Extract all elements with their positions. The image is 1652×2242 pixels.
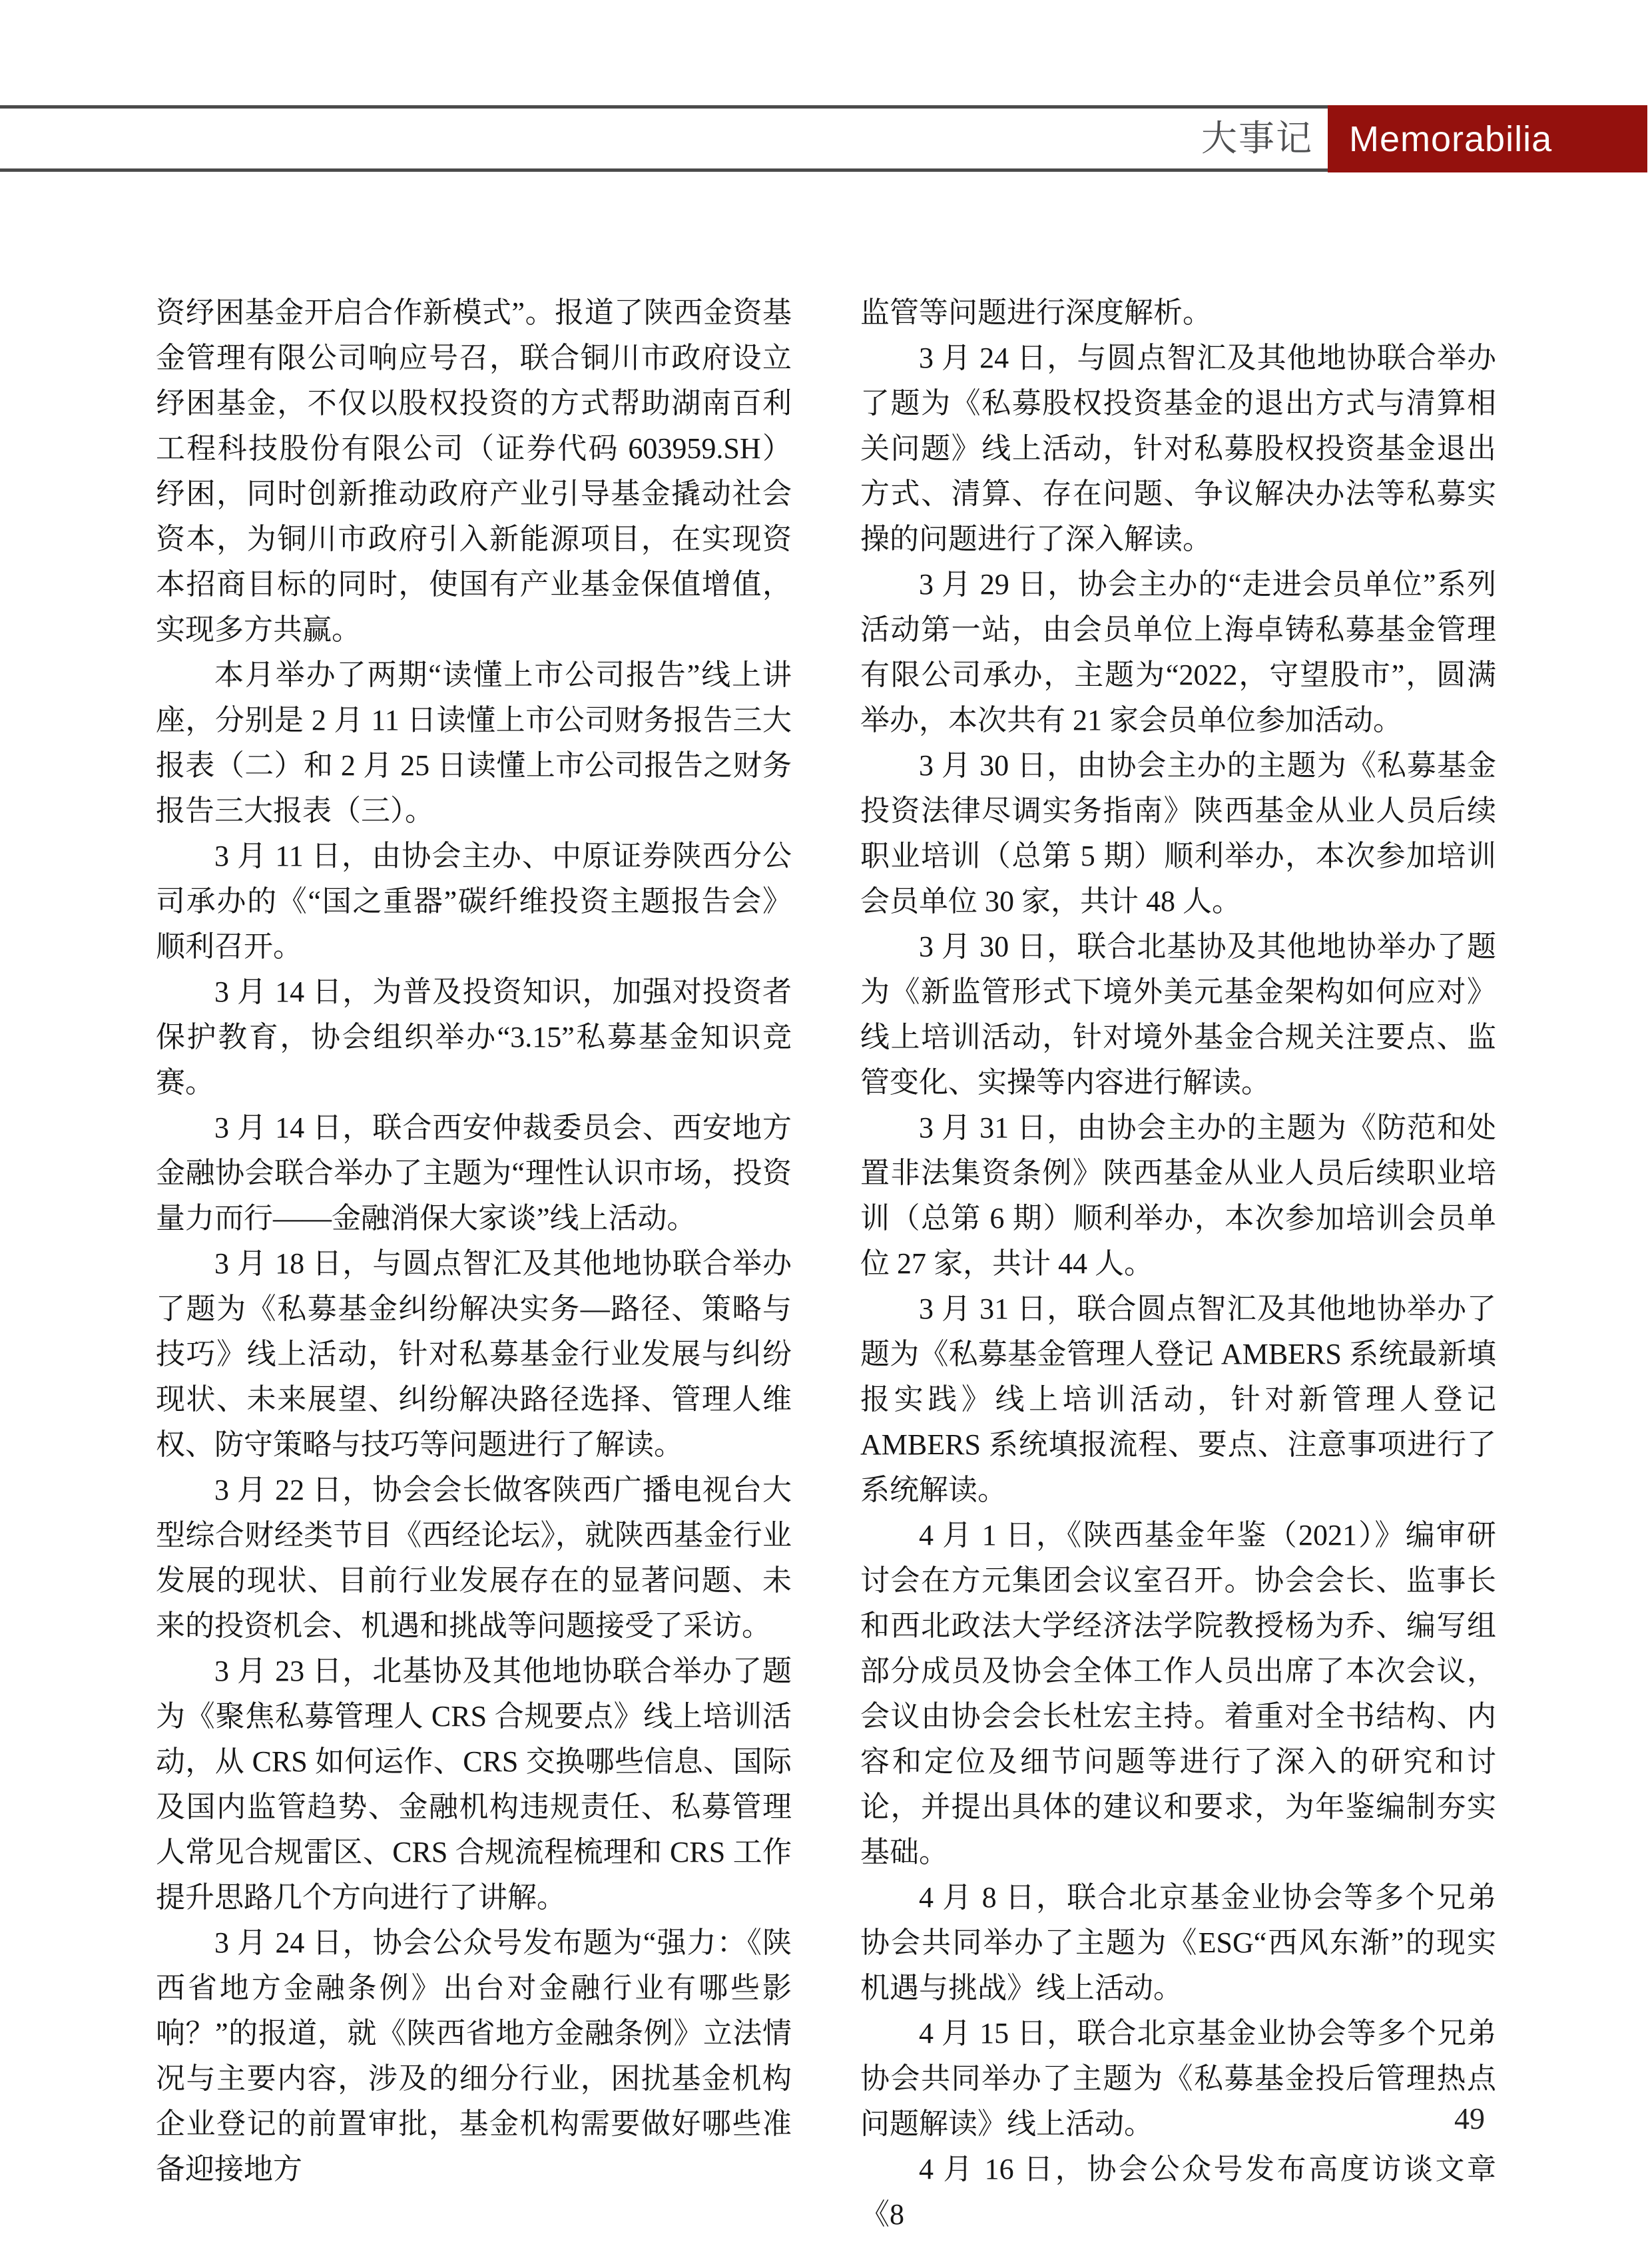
paragraph: 3 月 30 日，联合北基协及其他地协举办了题为《新监管形式下境外美元基金架构如何应对》线上培训活动，针对境外基金合规关注要点、监管变化、实操等内容进行解读。 (860, 930, 1496, 1099)
paragraph: 监管等问题进行深度解析。 (860, 296, 1212, 329)
text-column-left (156, 290, 792, 2192)
paragraph: 本月举办了两期“读懂上市公司报告”线上讲座，分别是 2 月 11 日读懂上市公司财务报告三大报表（二）和 2 月 25 日读懂上市公司报告之财务报告三大报表（三）。 (156, 659, 792, 827)
paragraph: 3 月 23 日，北基协及其他地协联合举办了题为《聚焦私募管理人 CRS 合规要点》线上培训活动，从 CRS 如何运作、CRS 交换哪些信息、国际及国内监管趋势、金融机构违规责任、私募管理人常见合规雷区、CRS 合规流程梳理和 CRS 工作提升思路几个方向进行了讲解。 (156, 1655, 792, 1914)
text-column-right (860, 290, 1496, 2237)
paragraph: 3 月 31 日，联合圆点智汇及其他地协举办了题为《私募基金管理人登记 AMBERS 系统最新填报实践》线上培训活动，针对新管理人登记 AMBERS 系统填报流程、要点、注意事项进行了系统解读。 (860, 1292, 1496, 1506)
paragraph: 3 月 29 日，协会主办的“走进会员单位”系列活动第一站，由会员单位上海卓铸私募基金管理有限公司承办，主题为“2022，守望股市”，圆满举办，本次共有 21 家会员单位参加活动。 (860, 568, 1496, 736)
paragraph: 3 月 24 日，协会公众号发布题为“强力：《陕西省地方金融条例》出台对金融行业有哪些影响？”的报道，就《陕西省地方金融条例》立法情况与主要内容，涉及的细分行业，困扰基金机构企业登记的前置审批，基金机构需要做好哪些准备迎接地方 (156, 1926, 792, 2185)
paragraph: 3 月 22 日，协会会长做客陕西广播电视台大型综合财经类节目《西经论坛》，就陕西基金行业发展的现状、目前行业发展存在的显著问题、未来的投资机会、机遇和挑战等问题接受了采访。 (156, 1474, 792, 1642)
paragraph: 3 月 14 日，为普及投资知识，加强对投资者保护教育，协会组织举办“3.15”私募基金知识竞赛。 (156, 976, 792, 1099)
section-title-badge (1328, 105, 1647, 172)
paragraph: 3 月 18 日，与圆点智汇及其他地协联合举办了题为《私募基金纠纷解决实务—路径、策略与技巧》线上活动，针对私募基金行业发展与纠纷现状、未来展望、纠纷解决路径选择、管理人维权、防守策略与技巧等问题进行了解读。 (156, 1247, 792, 1461)
header-rule-bottom (0, 168, 1328, 172)
section-title-cn: 大事记 (1201, 119, 1313, 158)
paragraph: 4 月 16 日，协会公众号发布高度访谈文章《8 (860, 2153, 1496, 2231)
paragraph: 3 月 14 日，联合西安仲裁委员会、西安地方金融协会联合举办了主题为“理性认识市场，投资量力而行——金融消保大家谈”线上活动。 (156, 1111, 792, 1235)
header-rule-top (0, 105, 1328, 109)
page-number: 49 (1454, 2102, 1485, 2135)
paragraph: 3 月 24 日，与圆点智汇及其他地协联合举办了题为《私募股权投资基金的退出方式与清算相关问题》线上活动，针对私募股权投资基金退出方式、清算、存在问题、争议解决办法等私募实操的问题进行了深入解读。 (860, 342, 1496, 555)
paragraph: 3 月 31 日，由协会主办的主题为《防范和处置非法集资条例》陕西基金从业人员后续职业培训（总第 6 期）顺利举办，本次参加培训会员单位 27 家，共计 44 人。 (860, 1111, 1496, 1280)
paragraph: 3 月 30 日，由协会主办的主题为《私募基金投资法律尽调实务指南》陕西基金从业人员后续职业培训（总第 5 期）顺利举办，本次参加培训会员单位 30 家，共计 48 人。 (860, 749, 1496, 918)
paragraph: 4 月 15 日，联合北京基金业协会等多个兄弟协会共同举办了主题为《私募基金投后管理热点问题解读》线上活动。 (860, 2017, 1496, 2140)
paragraph: 4 月 8 日，联合北京基金业协会等多个兄弟协会共同举办了主题为《ESG“西风东渐”的现实机遇与挑战》线上活动。 (860, 1881, 1496, 2004)
paragraph: 3 月 11 日，由协会主办、中原证券陕西分公司承办的《“国之重器”碳纤维投资主题报告会》顺利召开。 (156, 840, 792, 963)
paragraph: 资纾困基金开启合作新模式”。报道了陕西金资基金管理有限公司响应号召，联合铜川市政府设立纾困基金，不仅以股权投资的方式帮助湖南百利工程科技股份有限公司（证券代码 603959.SH）纾困，同时创新推动政府产业引导基金撬动社会资本，为铜川市政府引入新能源项目，在实现资本招商目标的同时，使国有产业基金保值增值，实现多方共赢。 (156, 296, 792, 646)
paragraph: 4 月 1 日，《陕西基金年鉴（2021）》编审研讨会在方元集团会议室召开。协会会长、监事长和西北政法大学经济法学院教授杨为乔、编写组部分成员及协会全体工作人员出席了本次会议，会议由协会会长杜宏主持。着重对全书结构、内容和定位及细节问题等进行了深入的研究和讨论，并提出具体的建议和要求，为年鉴编制夯实基础。 (860, 1519, 1496, 1868)
section-title-en: Memorabilia (1349, 119, 1553, 159)
